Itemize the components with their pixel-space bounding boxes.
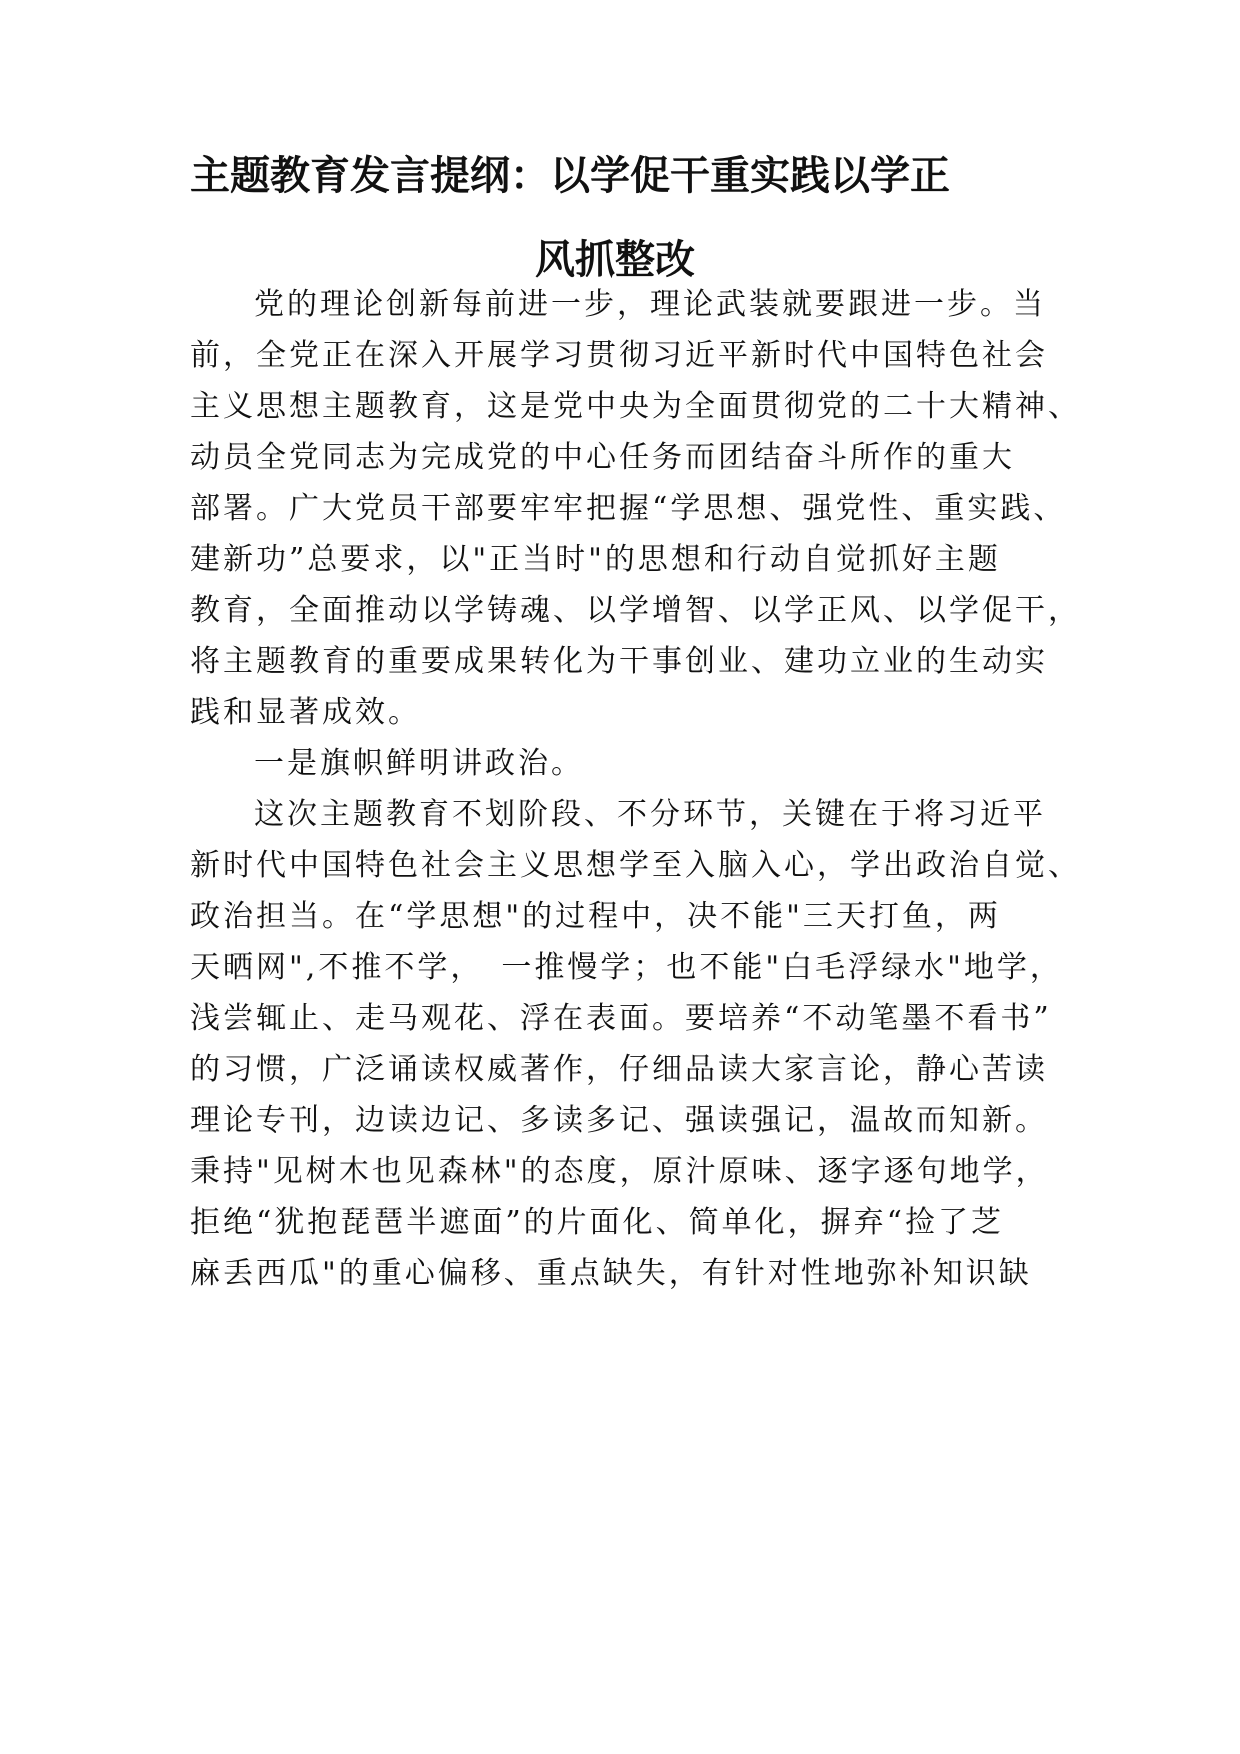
body-line: 理论专刊，边读边记、多读多记、强读强记，温故而知新。	[190, 1103, 1048, 1138]
body-line: 动员全党同志为完成党的中心任务而团结奋斗所作的重大	[190, 440, 1015, 475]
body-line: 天晒网",不推不学， 一推慢学；也不能"白毛浮绿水"地学，	[190, 950, 1063, 985]
body-line: 拒绝“犹抱琵琶半遮面”的片面化、简单化，摒弃“捡了芝	[190, 1205, 1005, 1240]
body-line: 政治担当。在“学思想"的过程中，决不能"三天打鱼，两	[190, 899, 1001, 934]
body-line: 新时代中国特色社会主义思想学至入脑入心，学出政治自觉、	[190, 848, 1081, 883]
document-title-line-1: 主题教育发言提纲：以学促干重实践以学正	[190, 153, 950, 199]
section-heading: 一是旗帜鲜明讲政治。	[254, 746, 584, 781]
body-line: 前，全党正在深入开展学习贯彻习近平新时代中国特色社会	[190, 338, 1048, 373]
body-line: 党的理论创新每前进一步，理论武装就要跟进一步。当	[254, 287, 1046, 322]
document-title-line-2: 风抓整改	[535, 237, 695, 283]
body-line: 这次主题教育不划阶段、不分环节，关键在于将习近平	[254, 797, 1046, 832]
body-line: 将主题教育的重要成果转化为干事创业、建功立业的生动实	[190, 644, 1048, 679]
body-line: 的习惯，广泛诵读权威著作，仔细品读大家言论，静心苦读	[190, 1052, 1048, 1087]
body-line: 教育，全面推动以学铸魂、以学增智、以学正风、以学促干，	[190, 593, 1081, 628]
body-line: 秉持"见树木也见森林"的态度，原汁原味、逐字逐句地学，	[190, 1154, 1049, 1189]
body-line: 浅尝辄止、走马观花、浮在表面。要培养“不动笔墨不看书”	[190, 1001, 1052, 1036]
body-line: 部署。广大党员干部要牢牢把握“学思想、强党性、重实践、	[190, 491, 1067, 526]
body-line: 麻丢西瓜"的重心偏移、重点缺失，有针对性地弥补知识缺	[190, 1256, 1032, 1291]
body-line: 主义思想主题教育，这是党中央为全面贯彻党的二十大精神、	[190, 389, 1081, 424]
body-line: 践和显著成效。	[190, 695, 421, 730]
body-line: 建新功”总要求，以"正当时"的思想和行动自觉抓好主题	[190, 542, 1001, 577]
